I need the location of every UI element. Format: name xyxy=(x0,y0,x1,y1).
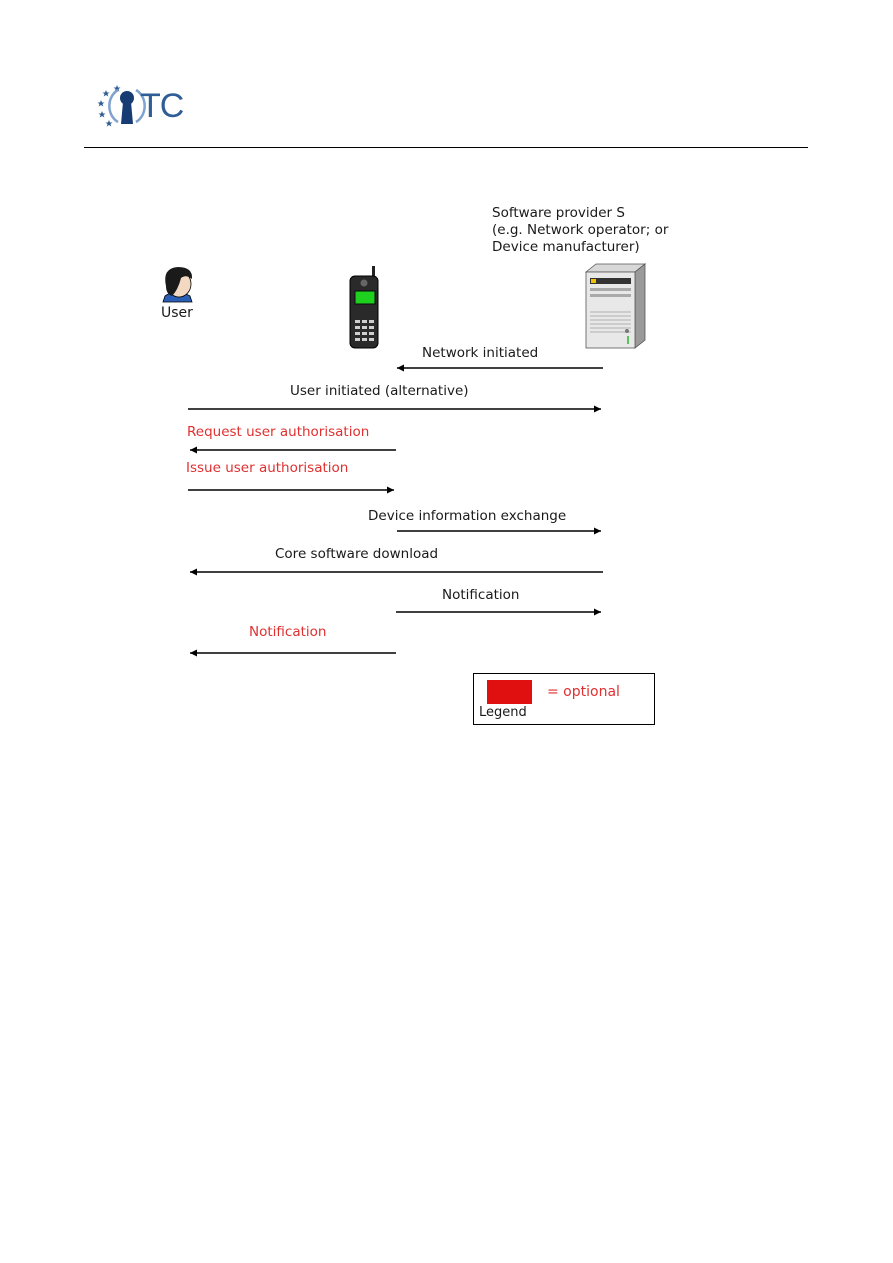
server-icon xyxy=(586,264,645,348)
mobile-phone-icon xyxy=(350,266,378,348)
message-label: Device information exchange xyxy=(368,508,567,524)
legend-optional-text: = optional xyxy=(547,684,620,700)
message-label: Core software download xyxy=(275,546,439,562)
user-label: User xyxy=(161,305,193,321)
message-label: Network initiated xyxy=(422,345,539,361)
logo-text: TC xyxy=(140,87,184,125)
message-label-optional: Request user authorisation xyxy=(187,424,370,440)
user-avatar-icon xyxy=(163,267,192,302)
message-label: User initiated (alternative) xyxy=(290,383,469,399)
legend-swatch xyxy=(487,680,532,704)
message-label-optional: Issue user authorisation xyxy=(186,460,349,476)
message-label: Notification xyxy=(442,587,520,603)
legend-title: Legend xyxy=(479,705,527,720)
provider-label: Software provider S (e.g. Network operator; or Device manufacturer) xyxy=(492,205,669,255)
message-label-optional: Notification xyxy=(249,624,327,640)
